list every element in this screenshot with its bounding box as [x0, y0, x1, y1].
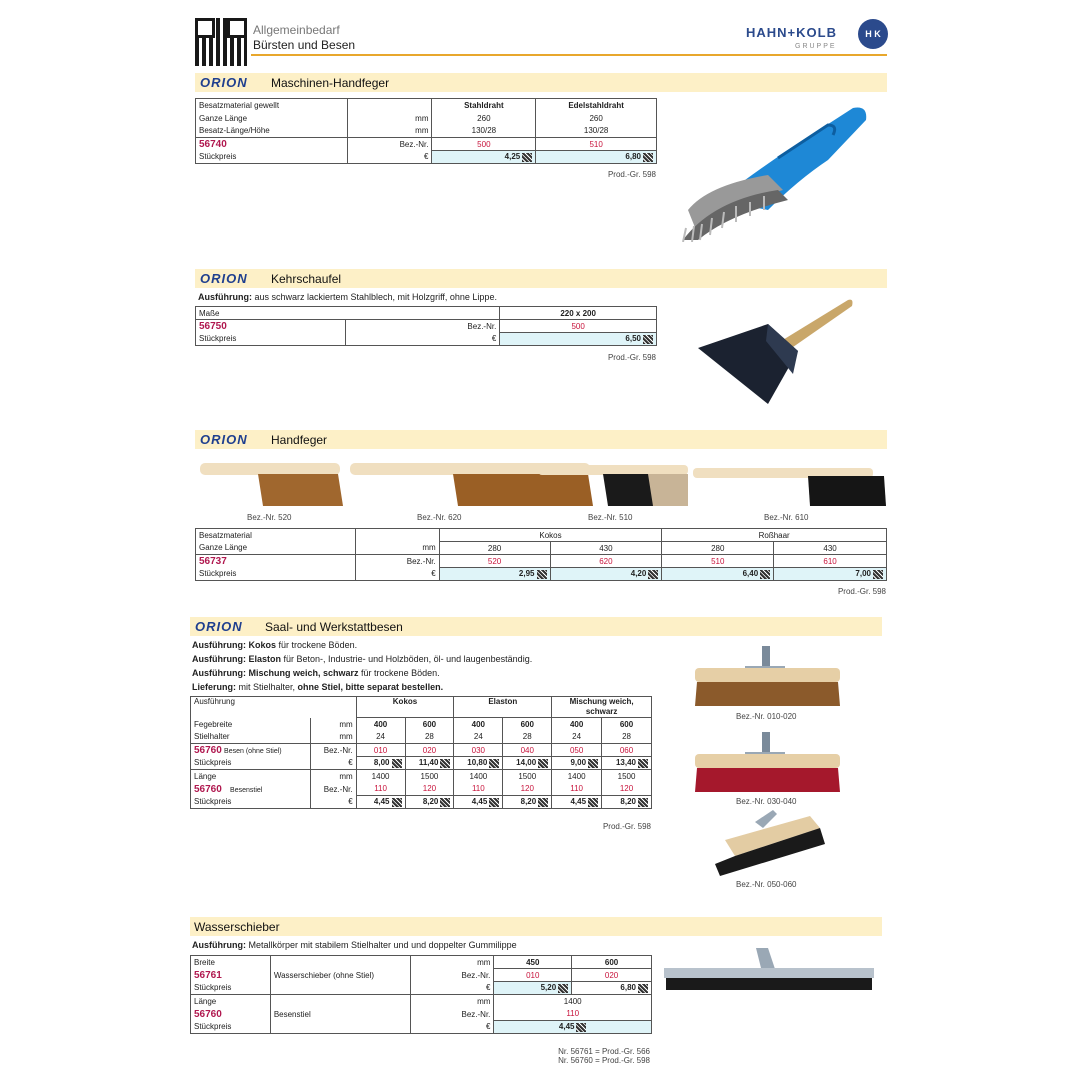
article-number: 56750 [196, 320, 346, 333]
description-line: Lieferung: mit Stielhalter, ohne Stiel, bitte separat bestellen. [192, 682, 444, 692]
cell: 1400 [454, 770, 503, 783]
bez-number: 610 [774, 555, 887, 568]
qr-icon [643, 153, 653, 162]
brand-logo-mark: H K [858, 19, 888, 49]
product-group: Prod.-Gr. 598 [607, 170, 656, 179]
cell: 400 [552, 718, 602, 731]
cell: 24 [552, 731, 602, 744]
orion-logo: ORION [200, 432, 248, 447]
price: 8,20 [620, 797, 636, 807]
price: 11,40 [418, 758, 439, 768]
unit: mm [347, 125, 432, 138]
cell: 1400 [356, 770, 405, 783]
dustpan-image [698, 296, 858, 406]
price-label: Stückpreis [191, 796, 311, 809]
section-title: Wasserschieber [194, 920, 280, 934]
qr-icon [760, 570, 770, 579]
bez-label: Bez.-Nr. [410, 1008, 494, 1021]
price-label: Stückpreis [191, 982, 271, 995]
article-number: 56761 [191, 969, 271, 982]
row-label: Besatz-Länge/Höhe [196, 125, 348, 138]
group-header: Mischung weich, schwarz [552, 697, 652, 718]
section-bar-handfeger [195, 430, 887, 449]
qr-icon [638, 798, 648, 807]
price-cell [500, 333, 657, 346]
squeegee-image [664, 944, 876, 992]
price-cell [536, 151, 657, 164]
bez-label: Bez.-Nr. [355, 555, 439, 568]
section-title: Maschinen-Handfeger [271, 76, 390, 90]
cell: 28 [503, 731, 552, 744]
qr-icon [588, 759, 598, 768]
qr-icon [538, 798, 548, 807]
price: 4,45 [570, 797, 587, 807]
cell: 1400 [494, 995, 652, 1008]
currency: € [345, 333, 500, 346]
price: 10,80 [467, 758, 488, 768]
price-label: Stückpreis [196, 568, 356, 581]
row-label: Ganze Länge [196, 112, 348, 125]
cell: 260 [432, 112, 536, 125]
row-label: Ausführung [191, 697, 357, 718]
section-title: Handfeger [271, 433, 328, 447]
price-label: Stückpreis [196, 333, 346, 346]
currency: € [410, 982, 494, 995]
currency: € [310, 796, 356, 809]
cell: 280 [662, 542, 774, 555]
section-bar-saal-werkstattbesen [190, 617, 882, 636]
bez-number: 020 [572, 969, 652, 982]
group-header: Elaston [454, 697, 552, 718]
row-label: Länge [191, 770, 311, 783]
description-line: Ausführung: Elaston für Beton-, Industrie- und Holzböden, öl- und laugenbeständig. [192, 654, 533, 664]
price-cell [572, 982, 652, 995]
header-subcategory: Bürsten und Besen [253, 38, 356, 52]
article-number: 56740 [196, 138, 348, 151]
qr-icon [873, 570, 883, 579]
article-number: 56737 [196, 555, 356, 568]
price: 4,25 [504, 152, 521, 162]
price-cell [356, 796, 405, 809]
cell: 600 [405, 718, 454, 731]
bez-number: 110 [356, 783, 405, 796]
product-group: Prod.-Gr. 598 [602, 822, 651, 831]
price-cell [503, 757, 552, 770]
price-cell [439, 568, 550, 581]
brush-caption: Bez.-Nr. 520 [247, 513, 292, 522]
price: 6,80 [625, 152, 641, 162]
price-cell [662, 568, 774, 581]
qr-icon [648, 570, 658, 579]
price: 4,45 [373, 797, 390, 807]
header-divider [251, 54, 887, 56]
cell: 1500 [602, 770, 652, 783]
bez-number: 050 [552, 744, 602, 757]
cell: 130/28 [536, 125, 657, 138]
cell: 280 [439, 542, 550, 555]
currency: € [410, 1021, 494, 1034]
qr-icon [522, 153, 532, 162]
price-cell [405, 796, 454, 809]
product-group: Prod.-Gr. 598 [607, 353, 656, 362]
description: Ausführung: Metallkörper mit stabilem Stielhalter und und doppelter Gummilippe [192, 940, 517, 950]
group-header: Kokos [356, 697, 454, 718]
unit: mm [355, 542, 439, 555]
qr-code [195, 18, 247, 66]
price: 7,00 [855, 569, 871, 579]
price-cell [552, 757, 602, 770]
bez-number: 120 [602, 783, 652, 796]
wire-brush-image [678, 100, 868, 242]
qr-icon [440, 798, 450, 807]
product-group: Prod.-Gr. 598 [837, 587, 886, 596]
row-label: Besatzmaterial gewellt [196, 99, 348, 112]
col-material: Stahldraht [432, 99, 536, 112]
description: Ausführung: aus schwarz lackiertem Stahlblech, mit Holzgriff, ohne Lippe. [198, 292, 497, 302]
broom-mix-image [715, 810, 825, 878]
cell: 400 [454, 718, 503, 731]
bez-label: Bez.-Nr. [310, 783, 356, 796]
product-group: Nr. 56761 = Prod.-Gr. 566 [558, 1047, 650, 1056]
article-number: 56760 [191, 1008, 271, 1021]
cell: 24 [454, 731, 503, 744]
cell: 260 [536, 112, 657, 125]
price-cell [503, 796, 552, 809]
price-cell [602, 757, 652, 770]
qr-icon [576, 1023, 586, 1032]
unit: mm [410, 995, 494, 1008]
unit: mm [310, 731, 356, 744]
qr-icon [392, 798, 402, 807]
qr-icon [489, 759, 499, 768]
col-material: Edelstahldraht [536, 99, 657, 112]
section-bar-maschinen-handfeger [195, 73, 887, 92]
article-name: Besenstiel [230, 786, 263, 794]
row-label: Maße [196, 307, 500, 320]
price: 4,45 [558, 1022, 575, 1032]
table-maschinen-handfeger [195, 98, 657, 164]
qr-icon [392, 759, 402, 768]
brush-caption: Bez.-Nr. 510 [588, 513, 633, 522]
price: 8,20 [520, 797, 537, 807]
article-number: 56760 [194, 783, 222, 795]
bez-number: 120 [503, 783, 552, 796]
row-label: Länge [191, 995, 271, 1008]
cell: 1500 [405, 770, 454, 783]
article-cell [191, 783, 311, 796]
unit: mm [410, 956, 494, 969]
bez-number: 020 [405, 744, 454, 757]
broom-elaston-image [695, 732, 845, 794]
bez-number: 510 [662, 555, 774, 568]
bez-number: 110 [454, 783, 503, 796]
cell: 28 [405, 731, 454, 744]
section-bar-kehrschaufel [195, 269, 887, 288]
cell: 130/28 [432, 125, 536, 138]
broom-kokos-image [695, 646, 845, 708]
row-label: Besatzmaterial [196, 529, 356, 542]
price: 9,00 [570, 758, 587, 768]
qr-icon [558, 984, 568, 993]
price: 6,80 [620, 983, 636, 993]
broom-caption: Bez.-Nr. 050-060 [736, 880, 797, 889]
unit: mm [347, 112, 432, 125]
bez-number: 500 [432, 138, 536, 151]
article-name: Wasserschieber (ohne Stiel) [270, 969, 410, 982]
row-label: Stielhalter [191, 731, 311, 744]
table-handfeger [195, 528, 887, 581]
table-saalbesen [190, 696, 652, 809]
section-title: Kehrschaufel [271, 272, 342, 286]
price: 13,40 [615, 758, 636, 768]
price-cell [774, 568, 887, 581]
price: 4,45 [471, 797, 488, 807]
brand-logo: HAHN+KOLB [746, 25, 837, 40]
qr-icon [588, 798, 598, 807]
article-number: 56760 [194, 744, 222, 756]
cell: 600 [572, 956, 652, 969]
price: 14,00 [516, 758, 537, 768]
header-category: Allgemeinbedarf [253, 23, 340, 37]
qr-icon [643, 335, 653, 344]
orion-logo: ORION [200, 75, 248, 90]
unit: mm [310, 718, 356, 731]
article-cell [191, 744, 311, 757]
orion-logo: ORION [200, 271, 248, 286]
broom-caption: Bez.-Nr. 030-040 [736, 797, 797, 806]
price-cell [602, 796, 652, 809]
cell: 220 x 200 [500, 307, 657, 320]
qr-icon [638, 984, 648, 993]
price-label: Stückpreis [196, 151, 348, 164]
bez-number: 010 [494, 969, 572, 982]
group-header: Roßhaar [662, 529, 887, 542]
group-header: Kokos [439, 529, 662, 542]
cell: 600 [503, 718, 552, 731]
bez-number: 110 [552, 783, 602, 796]
price: 8,00 [373, 758, 390, 768]
bez-label: Bez.-Nr. [347, 138, 432, 151]
cell: 400 [356, 718, 405, 731]
bez-number: 110 [494, 1008, 652, 1021]
bez-number: 620 [550, 555, 662, 568]
price: 5,20 [540, 983, 557, 993]
cell: 600 [602, 718, 652, 731]
article-name: Besenstiel [270, 1008, 410, 1021]
cell: 430 [774, 542, 887, 555]
row-label: Ganze Länge [196, 542, 356, 555]
cell: 1500 [503, 770, 552, 783]
bez-number: 030 [454, 744, 503, 757]
qr-icon [538, 759, 548, 768]
table-wasserschieber [190, 955, 652, 1034]
price: 2,95 [518, 569, 535, 579]
qr-icon [638, 759, 648, 768]
bez-number: 040 [503, 744, 552, 757]
description-line: Ausführung: Kokos für trockene Böden. [192, 640, 358, 650]
bez-label: Bez.-Nr. [410, 969, 494, 982]
price-cell [494, 1021, 652, 1034]
row-label: Fegebreite [191, 718, 311, 731]
broom-caption: Bez.-Nr. 010-020 [736, 712, 797, 721]
price-cell [454, 757, 503, 770]
bez-label: Bez.-Nr. [345, 320, 500, 333]
brand-logo-sub: GRUPPE [795, 43, 837, 50]
bez-label: Bez.-Nr. [310, 744, 356, 757]
price: 4,20 [630, 569, 647, 579]
article-name: Besen (ohne Stiel) [224, 747, 282, 755]
currency: € [355, 568, 439, 581]
cell: 24 [356, 731, 405, 744]
currency: € [310, 757, 356, 770]
section-bar-wasserschieber [190, 917, 882, 936]
price-cell [494, 982, 572, 995]
bez-number: 120 [405, 783, 454, 796]
price-cell [454, 796, 503, 809]
orion-logo: ORION [195, 619, 243, 634]
cell: 28 [602, 731, 652, 744]
bez-number: 520 [439, 555, 550, 568]
hand-brushes-image [198, 460, 888, 510]
price: 8,20 [422, 797, 439, 807]
qr-icon [537, 570, 547, 579]
price-cell [552, 796, 602, 809]
currency: € [347, 151, 432, 164]
price-cell [356, 757, 405, 770]
bez-number: 500 [500, 320, 657, 333]
price-label: Stückpreis [191, 757, 311, 770]
bez-number: 510 [536, 138, 657, 151]
brush-caption: Bez.-Nr. 620 [417, 513, 462, 522]
bez-number: 060 [602, 744, 652, 757]
price-cell [405, 757, 454, 770]
brush-caption: Bez.-Nr. 610 [764, 513, 809, 522]
cell: 450 [494, 956, 572, 969]
row-label: Breite [191, 956, 271, 969]
price-label: Stückpreis [191, 1021, 271, 1034]
cell: 1400 [552, 770, 602, 783]
cell: 430 [550, 542, 662, 555]
price: 6,50 [625, 334, 641, 344]
bez-number: 010 [356, 744, 405, 757]
qr-icon [489, 798, 499, 807]
section-title: Saal- und Werkstattbesen [265, 620, 403, 634]
price-cell [432, 151, 536, 164]
description-line: Ausführung: Mischung weich, schwarz für trockene Böden. [192, 668, 440, 678]
product-group: Nr. 56760 = Prod.-Gr. 598 [558, 1056, 650, 1065]
table-kehrschaufel [195, 306, 657, 346]
price: 6,40 [742, 569, 759, 579]
qr-icon [440, 759, 450, 768]
price-cell [550, 568, 662, 581]
unit: mm [310, 770, 356, 783]
